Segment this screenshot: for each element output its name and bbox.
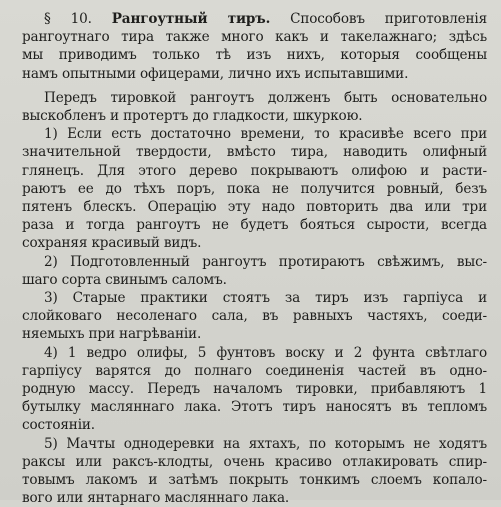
text-line: мы приводимъ только тѣ изъ нихъ, которыя сообщены (22, 47, 487, 64)
text-line: раютъ ее до тѣхъ поръ, пока не получится ровный, безъ (22, 180, 487, 197)
section-title: Рангоутный тиръ. (111, 11, 271, 27)
text-line: намъ опытными офицерами, лично ихъ испытавшими. (22, 65, 409, 82)
text-line: пятенъ блескъ. Операцію эту надо повторить два или три (22, 199, 487, 216)
text-line: 1) Если есть достаточно времени, то красивѣе всего при (44, 126, 487, 143)
text-line: гарпіусу варятся до полнаго соединенія частей въ одно- (22, 362, 487, 379)
text-line: родную массу. Передъ началомъ тировки, прибавляютъ 1 (22, 381, 487, 398)
text-line: выскобленъ и протертъ до гладкости, шкуркою. (22, 108, 363, 125)
text-line: 5) Мачты однодеревки на яхтахъ, по которымъ не ходятъ (44, 435, 487, 452)
text-line: няемыхъ при нагрѣваніи. (22, 326, 202, 343)
text-line: бутылку масляннаго лака. Этотъ тиръ наносятъ въ тепломъ (22, 399, 487, 416)
text-line: 2) Подготовленный рангоутъ протираютъ свѣжимъ, выс- (44, 253, 487, 270)
text-line: 4) 1 ведро олифы, 5 фунтовъ воску и 2 фунта свѣтлаго (44, 344, 487, 361)
list-item-3 (22, 289, 487, 344)
text-line: сохраняя красивый видъ. (22, 235, 202, 252)
text-line: шаго сорта свинымъ саломъ. (22, 271, 227, 288)
list-item-4 (22, 344, 487, 435)
text-line: 3) Старые практики стоятъ за тиръ изъ гарпіуса и (44, 290, 487, 307)
section-first-line (22, 10, 487, 28)
text-line: товымъ лакомъ и затѣмъ покрыть тонкимъ слоемъ копало- (22, 472, 487, 489)
text-line: Способовъ приготовленія (290, 11, 488, 27)
text-line: значительной твердости, вмѣсто тира, наводить олифный (22, 144, 487, 161)
text-line: слойковаго несоленаго сала, въ равныхъ частяхъ, соеди- (22, 308, 487, 325)
text-line: раксы или раксъ-клодты, очень красиво отлакировать спир- (22, 453, 487, 470)
list-item-5 (22, 435, 487, 507)
text-line: вого или янтарнаго масляннаго лака. (22, 490, 290, 507)
section-paragraph (22, 10, 487, 83)
text-line: Передъ тировкой рангоутъ долженъ быть основательно (44, 89, 487, 106)
list-item-2 (22, 253, 487, 289)
section-number: § 10. (44, 11, 92, 27)
intro-paragraph (22, 89, 487, 125)
text-line: состояніи. (22, 417, 95, 434)
text-line: раза и тогда рангоутъ не будетъ бояться сырости, всегда (22, 217, 487, 234)
text-line: рангоутнаго тира также много какъ и такелажнаго; здѣсь (22, 29, 487, 46)
list-item-1 (22, 125, 487, 252)
text-line: глянецъ. Для этого дерево покрываютъ олифою и расти- (22, 162, 487, 179)
